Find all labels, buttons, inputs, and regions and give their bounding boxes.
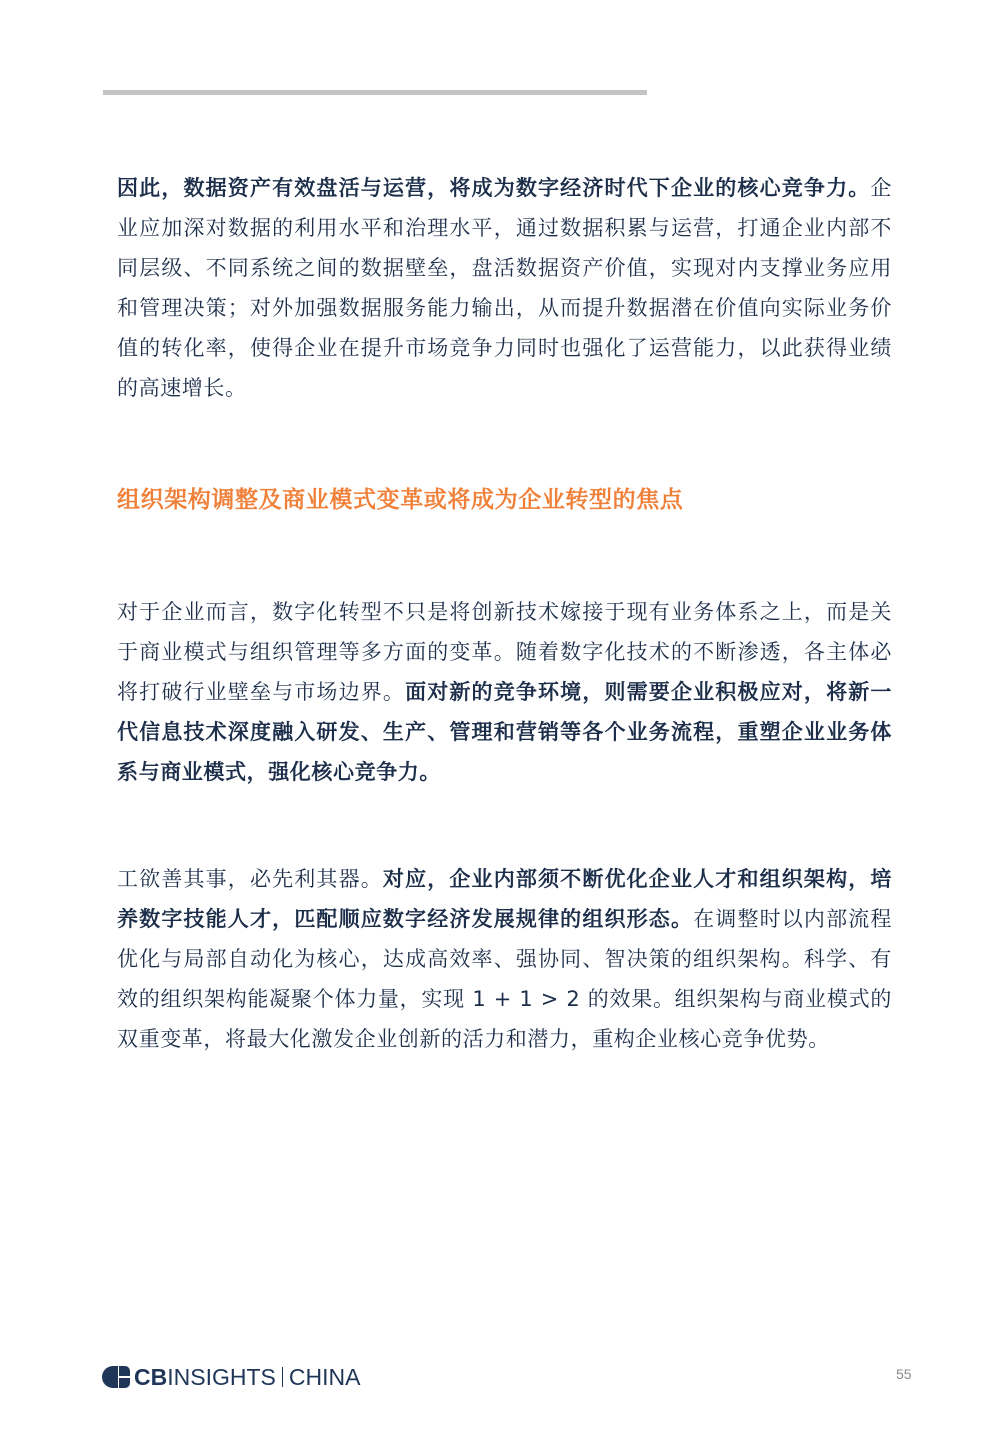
logo-separator [282, 1367, 283, 1387]
paragraph-business-model [117, 592, 892, 792]
paragraph-data-assets [117, 168, 892, 408]
cbinsights-china-logo [102, 1363, 360, 1391]
cb-logo-mark-icon [102, 1366, 130, 1388]
top-divider-rule [103, 90, 647, 95]
page-number: 55 [896, 1366, 912, 1382]
section-heading: 组织架构调整及商业模式变革或将成为企业转型的焦点 [117, 487, 684, 513]
logo-insights-text: INSIGHTS [167, 1363, 276, 1390]
logo-wordmark [134, 1364, 360, 1391]
paragraph-body-text: 企业应加深对数据的利用水平和治理水平，通过数据积累与运营，打通企业内部不同层级、不同系统之间的数据壁垒，盘活数据资产价值，实现对内支撑业务应用和管理决策；对外加强数据服务能力输出，从而提升数据潜在价值向实际业务价值的转化率，使得企业在提升市场竞争力同时也强化了运营能力，以此获得业绩的高速增长。 [117, 176, 892, 400]
paragraph-bold-middle: 对应，企业内部须不断优化企业人才和组织架构，培养数字技能人才，匹配顺应数字经济发展规律的组织形态。 [117, 867, 892, 931]
logo-cb-text: CB [134, 1363, 168, 1390]
logo-china-text: CHINA [288, 1363, 361, 1390]
paragraph-bold-tail: 面对新的竞争环境，则需要企业积极应对，将新一代信息技术深度融入研发、生产、管理和营销等各个业务流程，重塑企业业务体系与商业模式，强化核心竞争力。 [117, 680, 892, 784]
paragraph-body-text: 对于企业而言，数字化转型不只是将创新技术嫁接于现有业务体系之上，而是关于商业模式与组织管理等多方面的变革。随着数字化技术的不断渗透，各主体必将打破行业壁垒与市场边界。 [117, 600, 892, 704]
paragraph-bold-lead: 因此，数据资产有效盘活与运营，将成为数字经济时代下企业的核心竞争力。 [117, 176, 871, 200]
paragraph-body-text-end: 在调整时以内部流程优化与局部自动化为核心，达成高效率、强协同、智决策的组织架构。科学、有效的组织架构能凝聚个体力量，实现 1 + 1 > 2 的效果。组织架构与商业模式的双重变革，将最大化激发企业创新的活力和潜力，重构企业核心竞争优势。 [117, 907, 892, 1051]
paragraph-organization [117, 859, 892, 1059]
paragraph-body-text-start: 工欲善其事，必先利其器。 [117, 867, 383, 891]
